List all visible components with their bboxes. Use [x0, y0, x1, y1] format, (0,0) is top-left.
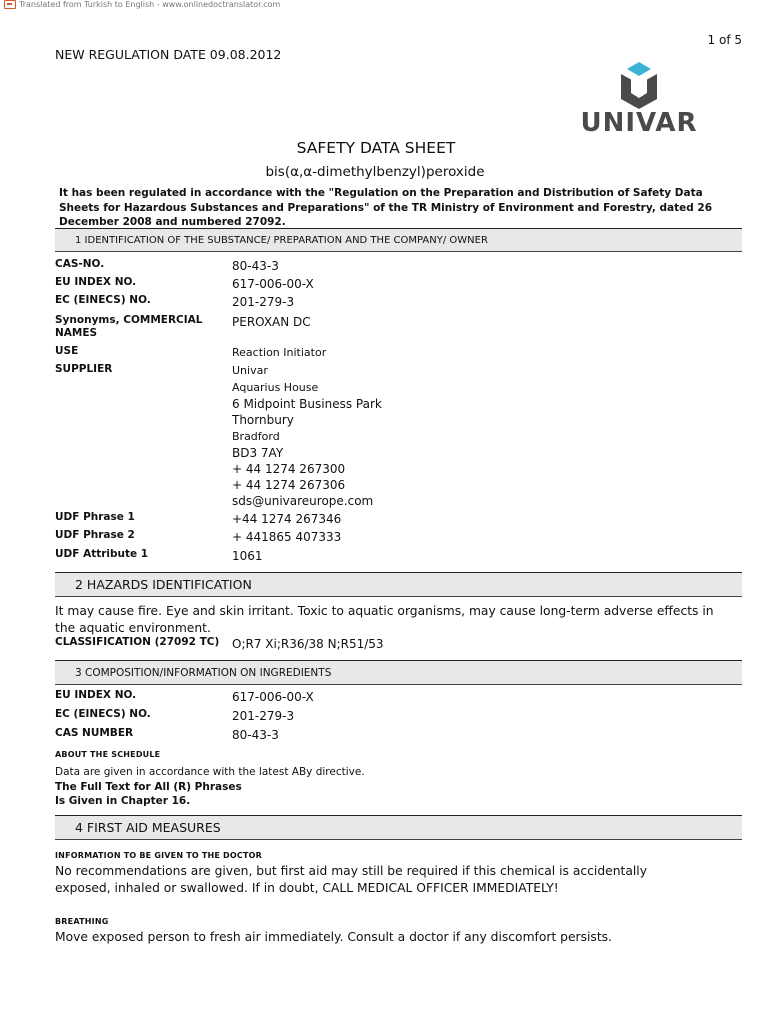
- about-schedule-text: Data are given in accordance with the latest ABy directive.: [55, 766, 365, 778]
- section-4-heading: 4 FIRST AID MEASURES: [55, 815, 742, 840]
- substance-name: bis(α,α-dimethylbenzyl)peroxide: [265, 164, 485, 180]
- logo-text: UNIVAR: [580, 108, 698, 138]
- section-1-heading: 1 IDENTIFICATION OF THE SUBSTANCE/ PREPARATION AND THE COMPANY/ OWNER: [55, 228, 742, 252]
- banner-text: Translated from Turkish to English - www.onlinedoctranslator.com: [19, 0, 281, 9]
- section-2-heading: 2 HAZARDS IDENTIFICATION: [55, 572, 742, 597]
- regulation-date: NEW REGULATION DATE 09.08.2012: [55, 47, 282, 62]
- translation-banner[interactable]: [4, 0, 280, 9]
- page-number: 1 of 5: [707, 33, 742, 47]
- translator-icon: [4, 0, 16, 9]
- full-text-line-2: Is Given in Chapter 16.: [55, 795, 191, 807]
- section-3-heading: 3 COMPOSITION/INFORMATION ON INGREDIENTS: [55, 660, 742, 685]
- univar-logo: [575, 62, 703, 140]
- hazards-text: It may cause fire. Eye and skin irritant. Toxic to aquatic organisms, may cause long-term adverse effects in the aquatic environment.: [55, 604, 714, 635]
- breathing-label: BREATHING: [55, 917, 109, 926]
- doctor-info-label: INFORMATION TO BE GIVEN TO THE DOCTOR: [55, 851, 262, 860]
- breathing-text: Move exposed person to fresh air immediately. Consult a doctor if any discomfort persists.: [55, 930, 612, 944]
- univar-logo-icon: [575, 62, 703, 110]
- document-title: SAFETY DATA SHEET: [296, 139, 456, 157]
- doctor-info-text: No recommendations are given, but first aid may still be required if this chemical is accidentally exposed, inhaled or swallowed. If in doubt, CALL MEDICAL OFFICER IMMEDIATELY!: [55, 864, 647, 895]
- intro-paragraph: It has been regulated in accordance with the "Regulation on the Preparation and Distribution of Safety Data Sheets for Hazardous Substances and Preparations" of the TR Ministry of Environment and Forestry, dated 26 December 2008 and numbered 27092.: [59, 187, 713, 228]
- about-schedule-label: ABOUT THE SCHEDULE: [55, 750, 161, 759]
- full-text-line-1: The Full Text for All (R) Phrases: [55, 781, 242, 793]
